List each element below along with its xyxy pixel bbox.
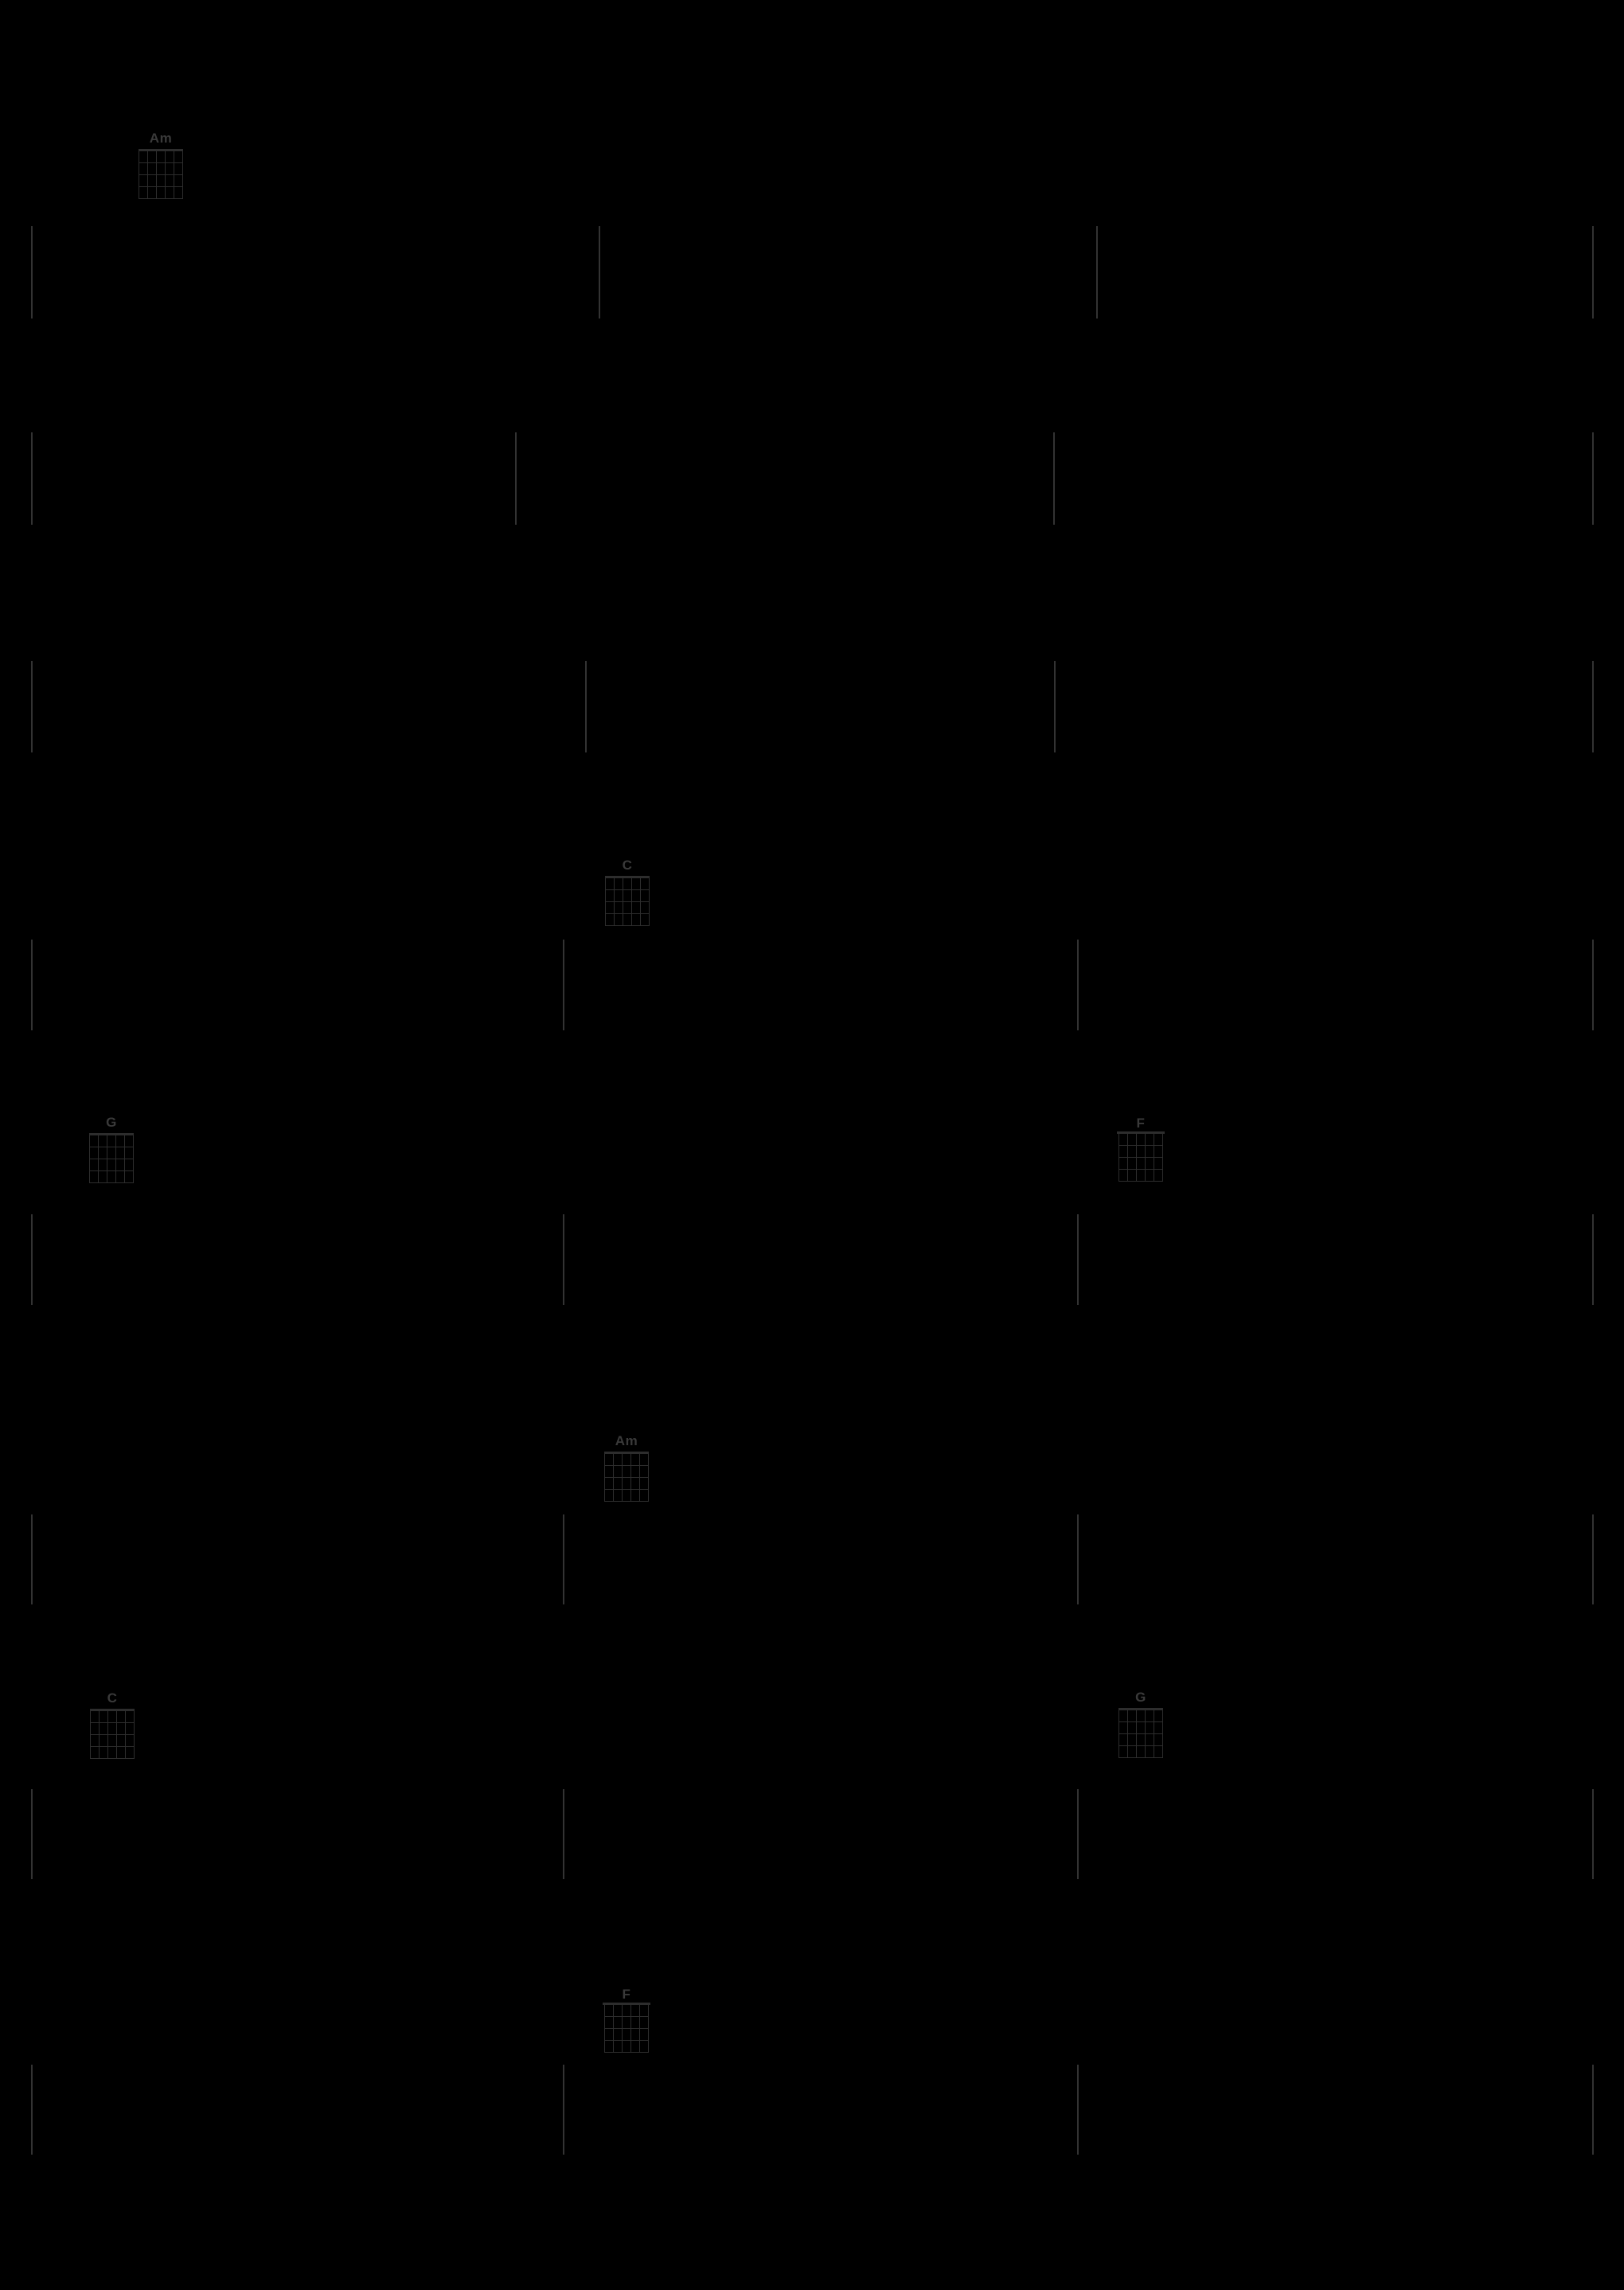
chord-grid: [90, 1709, 135, 1759]
measure-barline: [585, 661, 587, 752]
measure-barline: [1592, 2065, 1594, 2155]
chord-label: C: [622, 858, 633, 873]
chord-grid: [139, 149, 183, 199]
measure-barline: [563, 940, 564, 1030]
chord-grid: [89, 1133, 134, 1183]
measure-barline: [1077, 1514, 1079, 1604]
chord-grid: [604, 1452, 649, 1502]
chord-diagram: [605, 858, 650, 926]
measure-barline: [1077, 1214, 1079, 1305]
chord-diagram: [89, 1115, 134, 1183]
chord-diagram: [139, 131, 183, 199]
measure-barline: [31, 1514, 33, 1604]
measure-barline: [515, 432, 517, 525]
measure-barline: [31, 1214, 33, 1305]
chord-label: Am: [149, 131, 173, 146]
chord-grid: [605, 876, 650, 926]
measure-barline: [1592, 1514, 1594, 1604]
chord-diagram: [1118, 1116, 1163, 1182]
tab-staff-row: [0, 1214, 1624, 1305]
measure-barline: [563, 1514, 564, 1604]
measure-barline: [1592, 432, 1594, 525]
chord-diagram: [90, 1690, 135, 1759]
measure-barline: [31, 2065, 33, 2155]
measure-barline: [1053, 432, 1055, 525]
measure-barline: [1096, 226, 1098, 318]
chord-grid: [604, 2005, 649, 2053]
measure-barline: [31, 661, 33, 752]
chord-diagram: [1118, 1690, 1163, 1758]
measure-barline: [31, 226, 33, 318]
measure-barline: [599, 226, 600, 318]
measure-barline: [1592, 1214, 1594, 1305]
measure-barline: [1592, 661, 1594, 752]
chord-grid: [1118, 1708, 1163, 1758]
chord-grid: [1118, 1134, 1163, 1182]
measure-barline: [563, 1214, 564, 1305]
measure-barline: [1077, 2065, 1079, 2155]
measure-barline: [1592, 226, 1594, 318]
tab-staff-row: [0, 940, 1624, 1030]
measure-barline: [1077, 1789, 1079, 1879]
measure-barline: [1592, 940, 1594, 1030]
tab-staff-row: [0, 2065, 1624, 2155]
tab-staff-row: [0, 661, 1624, 752]
measure-barline: [1077, 940, 1079, 1030]
measure-barline: [31, 432, 33, 525]
measure-barline: [31, 1789, 33, 1879]
chord-barre-line: [1117, 1131, 1165, 1134]
measure-barline: [1054, 661, 1056, 752]
chord-label: G: [1135, 1690, 1146, 1705]
measure-barline: [31, 940, 33, 1030]
chord-label: G: [106, 1115, 117, 1130]
tab-staff-row: [0, 432, 1624, 525]
chord-label: F: [622, 1987, 631, 2002]
measure-barline: [563, 2065, 564, 2155]
chord-label: F: [1136, 1116, 1146, 1131]
chord-label: Am: [615, 1433, 638, 1448]
tab-staff-row: [0, 226, 1624, 318]
chord-label: C: [107, 1690, 118, 1706]
measure-barline: [1592, 1789, 1594, 1879]
chord-diagram: [604, 1433, 649, 1502]
chord-diagram: [604, 1987, 649, 2053]
tab-staff-row: [0, 1514, 1624, 1604]
tab-staff-row: [0, 1789, 1624, 1879]
measure-barline: [563, 1789, 564, 1879]
chord-barre-line: [603, 2003, 650, 2005]
